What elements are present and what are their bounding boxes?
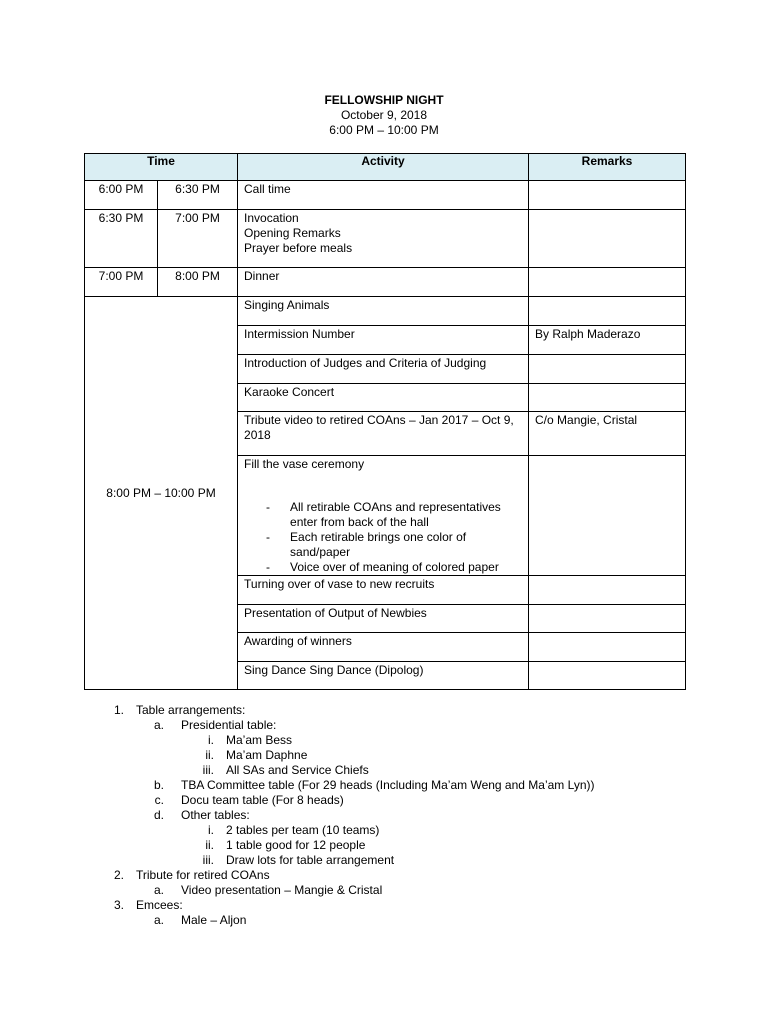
vase-ceremony-title: Fill the vase ceremony [244,457,365,471]
list-marker: i. [208,733,214,747]
activity-cell: Dinner [238,268,529,297]
dash-marker: - [266,500,271,514]
list-item-text: 2 tables per team (10 teams) [226,823,380,837]
remarks-cell: By Ralph Maderazo [529,326,686,355]
list-item-text: TBA Committee table (For 29 heads (Including Ma’am Weng and Ma’am Lyn)) [181,778,595,792]
activity-cell: Introduction of Judges and Criteria of Judging [238,355,529,384]
list-marker: 3. [113,898,124,912]
remarks-cell: C/o Mangie, Cristal [529,412,686,456]
list-item-text: Draw lots for table arrangement [226,853,395,867]
start-time: 6:30 PM [85,210,158,268]
list-marker: i. [208,823,214,837]
activity-cell: Sing Dance Sing Dance (Dipolog) [238,662,529,690]
activity-cell [238,210,529,268]
list-item-text: Table arrangements: [136,703,246,717]
remarks-cell [529,210,686,268]
activity-cell: Intermission Number [238,326,529,355]
activity-line: Opening Remarks [244,226,341,240]
table-row [85,181,686,210]
list-item [244,530,522,560]
list-marker: iii. [202,763,214,777]
list-item [244,560,522,575]
event-date: October 9, 2018 [340,108,428,122]
list-item-text: Presidential table: [181,718,277,732]
list-item-text: Ma’am Bess [226,733,293,747]
end-time: 8:00 PM [158,268,238,297]
activity-cell: Awarding of winners [238,633,529,662]
list-marker: iii. [202,853,214,867]
table-row [85,297,686,326]
remarks-cell [529,605,686,633]
activity-cell: Turning over of vase to new recruits [238,576,529,605]
list-marker: a. [153,883,164,897]
list-item-text: Each retirable brings one color of sand/paper [290,530,467,559]
activity-cell [238,456,529,576]
activity-line: Invocation [244,211,299,225]
activity-line: Prayer before meals [244,241,353,255]
remarks-cell [529,456,686,576]
header-remarks: Remarks [529,154,686,181]
list-item-text: All SAs and Service Chiefs [226,763,369,777]
activity-cell: Tribute video to retired COAns – Jan 2017 – Oct 9, 2018 [238,412,529,456]
document-title: FELLOWSHIP NIGHT [324,93,444,107]
remarks-cell [529,181,686,210]
end-time: 6:30 PM [158,181,238,210]
remarks-cell [529,576,686,605]
list-marker: d. [153,808,164,822]
header-activity: Activity [238,154,529,181]
activity-cell: Presentation of Output of Newbies [238,605,529,633]
activity-cell: Singing Animals [238,297,529,326]
list-marker: a. [153,913,164,927]
start-time: 7:00 PM [85,268,158,297]
list-item-text: Emcees: [136,898,183,912]
dash-marker: - [266,560,271,574]
main-block-time: 8:00 PM – 10:00 PM [85,297,238,690]
header-time: Time [85,154,238,181]
activity-cell: Karaoke Concert [238,384,529,412]
list-item [244,500,522,530]
list-item-text: Male – Aljon [181,913,247,927]
dash-marker: - [266,530,271,544]
remarks-cell [529,268,686,297]
list-marker: b. [153,778,164,792]
list-marker: a. [153,718,164,732]
table-header-row [85,154,686,181]
table-row [85,268,686,297]
remarks-cell [529,384,686,412]
list-item-text: Tribute for retired COAns [136,868,270,882]
remarks-cell [529,633,686,662]
list-item-text: Ma’am Daphne [226,748,308,762]
vase-ceremony-list [244,500,522,575]
list-marker: c. [154,793,164,807]
list-item-text: Voice over of meaning of colored paper [290,560,499,574]
list-marker: ii. [205,748,214,762]
activity-cell: Call time [238,181,529,210]
remarks-cell [529,662,686,690]
event-time: 6:00 PM – 10:00 PM [329,123,439,137]
table-row [85,210,686,268]
list-item-text: Video presentation – Mangie & Cristal [181,883,383,897]
list-marker: 1. [113,703,124,717]
end-time: 7:00 PM [158,210,238,268]
list-marker: 2. [113,868,124,882]
start-time: 6:00 PM [85,181,158,210]
list-item-text: Other tables: [181,808,250,822]
list-item-text: 1 table good for 12 people [226,838,366,852]
remarks-cell [529,355,686,384]
list-marker: ii. [205,838,214,852]
schedule-table [84,153,686,690]
remarks-cell [529,297,686,326]
list-item-text: Docu team table (For 8 heads) [181,793,344,807]
list-item-text: All retirable COAns and representatives enter from back of the hall [290,500,501,529]
